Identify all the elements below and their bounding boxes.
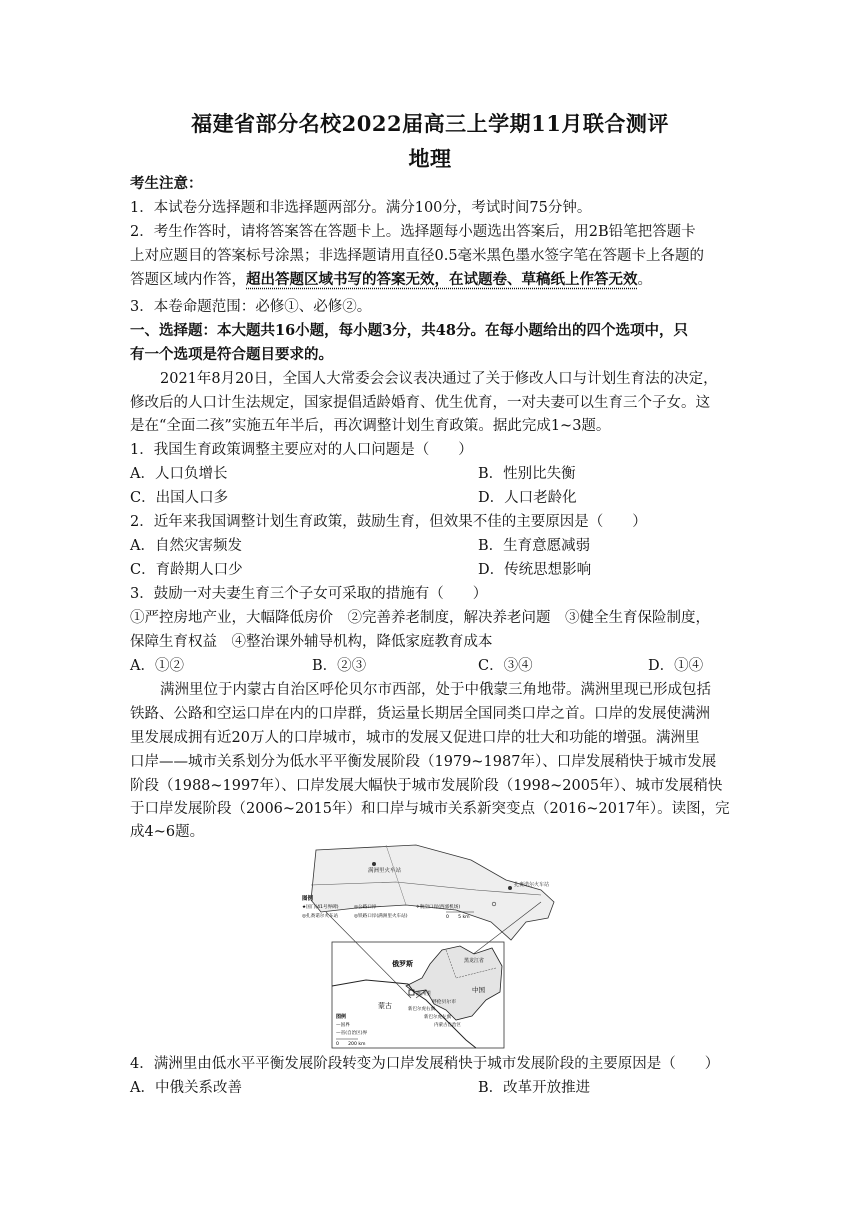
russia-label: 俄罗斯 — [392, 960, 413, 968]
question-1-option-c: C．出国人口多 — [130, 490, 229, 506]
zhalainuoer-station-label: 扎赉诺尔火车站 — [514, 882, 550, 888]
question-3-stem: 3．鼓励一对夫妻生育三个子女可采取的措施有（ ） — [130, 586, 488, 602]
section-1-heading-line-1: 一、选择题：本大题共16小题，每小题3分，共48分。在每小题给出的四个选项中，只 — [130, 322, 688, 339]
question-1-option-a: A．人口负增长 — [130, 466, 228, 482]
passage-2-line-6: 于口岸发展阶段（2006~2015年）和口岸与城市关系新突变点（2016~2017年）。读图，完 — [130, 801, 730, 817]
manzhouli-city-label: 满洲里 — [416, 991, 432, 997]
notice-item-1: 1．本试卷分选择题和非选择题两部分。满分100分，考试时间75分钟。 — [130, 200, 592, 216]
question-3-option-d: D．①④ — [648, 658, 704, 674]
xinbaerhu-right-label: 新巴尔虎右旗 — [408, 1007, 435, 1012]
notice-item-2-line-3 — [130, 270, 652, 290]
question-3-option-a: A．①② — [130, 658, 184, 674]
legend-item-1: ★国门(41号界碑) — [302, 905, 339, 910]
inset-legend-item-1: —国界 — [336, 1023, 350, 1028]
section-1-heading-line-2: 有一个选项是符合题目要求的。 — [130, 346, 333, 363]
manzhouli-station-marker — [372, 862, 376, 866]
legend-title: 图例 — [302, 896, 314, 902]
notice-item-2-line-1: 2．考生作答时，请将答案答在答题卡上。选择题每小题选出答案后，用2B铅笔把答题卡 — [130, 224, 696, 240]
question-4-option-b: B．改革开放推进 — [478, 1080, 591, 1096]
notice-heading: 考生注意： — [130, 175, 203, 192]
passage-1-line-3: 是在“全面二孩”实施五年半后，再次调整计划生育政策。据此完成1~3题。 — [130, 418, 611, 434]
inset-legend-title: 图例 — [336, 1014, 347, 1020]
question-4-option-a: A．中俄关系改善 — [130, 1080, 242, 1096]
passage-1-line-2: 修改后的人口计生法规定，国家提倡适龄婚育、优生优育，一对夫妻可以生育三个子女。这 — [130, 395, 710, 411]
legend-item-5: ◎铁路口岸(满洲里火车站) — [354, 914, 408, 919]
china-label: 中国 — [472, 986, 485, 994]
notice-item-2-line-2: 上对应题目的答案标号涂黑；非选择题请用直径0.5毫米黑色墨水签字笔在答题卡上各题的 — [130, 248, 705, 264]
question-3-option-b: B．②③ — [312, 658, 367, 674]
question-1-option-b: B．性别比失衡 — [478, 466, 576, 482]
question-2-option-b: B．生育意愿减弱 — [478, 538, 591, 554]
legend-item-3: ✈航空口岸(西郊机场) — [416, 905, 461, 910]
legend-item-2: ◎公路口岸 — [354, 905, 377, 910]
question-3-statements-line-1: ①严控房地产业，大幅降低房价 ②完善养老制度，解决养老问题 ③健全生育保险制度， — [130, 610, 710, 626]
upper-scale-label: 0 5 km — [446, 915, 470, 920]
question-3-statements-line-2: 保障生育权益 ④整治课外辅导机构，降低家庭教育成本 — [130, 634, 493, 650]
legend-item-4: ◎扎赉诺尔火车站 — [302, 914, 339, 919]
inset-scale-label: 0 200 km — [336, 1042, 366, 1047]
question-2-option-d: D．传统思想影响 — [478, 562, 592, 578]
hulunbuir-city-label: 呼伦贝尔市 — [432, 1000, 456, 1005]
mongolia-label: 蒙古 — [378, 1002, 392, 1010]
passage-1-line-1: 2021年8月20日，全国人大常委会会议表决通过了关于修改人口与计划生育法的决定， — [160, 371, 718, 387]
neimenggu-label: 内蒙古自治区 — [434, 1023, 461, 1028]
question-2-option-a: A．自然灾害频发 — [130, 538, 242, 554]
heilongjiang-label: 黑龙江省 — [464, 958, 485, 964]
question-1-stem: 1．我国生育政策调整主要应对的人口问题是（ ） — [130, 442, 473, 458]
passage-2-line-5: 阶段（1988~1997年）、口岸发展大幅快于城市发展阶段（1998~2005年）、城市发展稍快 — [130, 778, 723, 794]
passage-2-line-3: 里发展成拥有近20万人的口岸城市，城市的发展又促进口岸的壮大和功能的增强。满洲里 — [130, 730, 700, 746]
question-2-stem: 2．近年来我国调整计划生育政策，鼓励生育，但效果不佳的主要原因是（ ） — [130, 514, 647, 530]
notice-item-2-text: 答题区域内作答， — [130, 272, 246, 288]
passage-2-line-1: 满洲里位于内蒙古自治区呼伦贝尔市西部，处于中俄蒙三角地带。满洲里现已形成包括 — [160, 682, 711, 698]
manzhouli-station-label: 满洲里火车站 — [368, 868, 402, 874]
exam-title: 福建省部分名校2022届高三上学期11月联合测评 — [191, 111, 669, 136]
question-2-option-c: C．育龄期人口少 — [130, 562, 243, 578]
notice-item-3: 3．本卷命题范围：必修①、必修②。 — [130, 299, 372, 315]
subject-title: 地理 — [408, 146, 452, 171]
question-1-option-d: D．人口老龄化 — [478, 490, 577, 506]
xinbaerhu-left-label: 新巴尔虎左旗 — [424, 1015, 451, 1020]
inset-legend-item-2: —省(自治区)界 — [336, 1031, 368, 1036]
zhalainuoer-station-marker — [508, 886, 512, 890]
manzhouli-map-figure — [296, 840, 568, 1050]
notice-item-2-end: 。 — [637, 272, 652, 288]
passage-2-line-4: 口岸——城市关系划分为低水平平衡发展阶段（1979~1987年）、口岸发展稍快于城市发展 — [130, 754, 717, 770]
question-4-stem: 4．满洲里由低水平平衡发展阶段转变为口岸发展稍快于城市发展阶段的主要原因是（ ） — [130, 1056, 720, 1072]
question-3-option-c: C．③④ — [478, 658, 533, 674]
notice-warning: 超出答题区域书写的答案无效，在试题卷、草稿纸上作答无效 — [246, 271, 638, 288]
passage-2-line-7: 成4~6题。 — [130, 824, 205, 840]
passage-2-line-2: 铁路、公路和空运口岸在内的口岸群，货运量长期居全国同类口岸之首。口岸的发展使满洲 — [130, 706, 710, 722]
